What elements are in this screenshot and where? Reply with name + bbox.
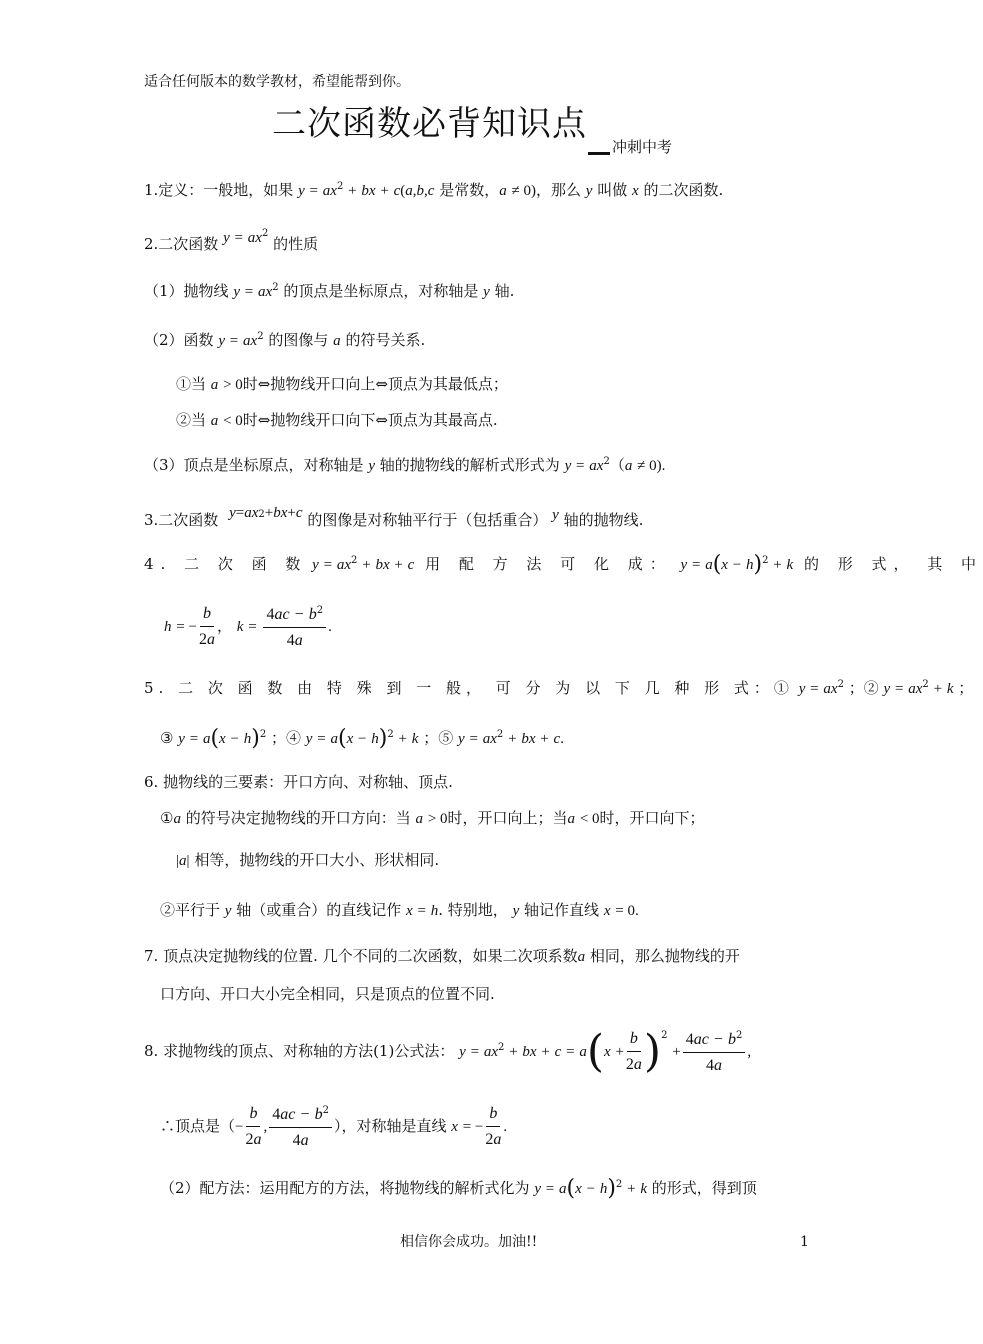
section-2-3: （3）顶点是坐标原点，对称轴是 y 轴的抛物线的解析式形式为 $y = ax^2(a \ne 0)$.: [144, 456, 666, 474]
section-1-definition: 1.定义：一般地，如果 $y = ax^2$ + bx + c(a,b,c 是常数，a ≠ 0)，那么 y 叫做 x 的二次函数.: [144, 181, 724, 199]
header-note: 适合任何版本的数学教材，希望能帮到你。: [144, 74, 410, 90]
subtitle: 冲刺中考: [612, 138, 673, 156]
section-2-heading: 2.二次函数 $y = ax^2$ 的性质: [144, 228, 319, 253]
section-7-line-1: 7. 顶点决定抛物线的位置. 几个不同的二次函数，如果二次项系数a 相同，那么抛物线的开: [144, 947, 740, 965]
page-number: 1: [800, 1234, 809, 1250]
section-6-1: ①a 的符号决定抛物线的开口方向：当 a > 0时，开口向上；当a < 0时，开口向下；: [160, 809, 705, 827]
title-underline: [588, 152, 610, 155]
page-title: 二次函数必背知识点: [272, 104, 587, 144]
section-8: 8. 求抛物线的顶点、对称轴的方法(1)公式法： $y = ax^2$ + bx + c = a(x + $\frac{b}{2a}$ )$^2$ + $\frac{4ac - b^2}{4a}$ ,: [144, 1026, 752, 1077]
section-4-formulas: h = − $\frac{b}{2a}$ ， k = $\frac{4ac - b^2}{4a}$ .: [164, 604, 332, 649]
section-6-2: ②平行于 y 轴（或重合）的直线记作 x = h. 特别地， y 轴记作直线 x = 0.: [160, 901, 639, 919]
section-2-2: （2）函数 $y = ax^2$ 的图像与 a 的符号关系.: [144, 331, 426, 349]
section-7-line-2: 口方向、开口大小完全相同，只是顶点的位置不同.: [160, 985, 495, 1003]
section-8-2: （2）配方法：运用配方的方法，将抛物线的解析式化为 $y = a(x - h)^2 + k$ 的形式，得到顶: [160, 1176, 757, 1201]
footer-slogan: 相信你会成功。加油!!: [400, 1234, 538, 1250]
section-6: 6. 抛物线的三要素：开口方向、对称轴、顶点.: [144, 773, 453, 791]
section-8-vertex: ∴顶点是（− $\frac{b}{2a}$ , $\frac{4ac - b^2}{4a}$ ），对称轴是直线 x = − $\frac{b}{2a}$ .: [160, 1104, 508, 1149]
section-3: 3.二次函数 y=ax2+bx+c 的图像是对称轴平行于（包括重合） y 轴的抛物线.: [144, 505, 644, 529]
section-2-1: （1）抛物线 $y = ax^2$ 的顶点是坐标原点，对称轴是 y 轴.: [144, 282, 515, 300]
section-2-2-a: ①当 a > 0时⇔抛物线开口向上⇔顶点为其最低点；: [176, 375, 508, 393]
section-5: 5. 二 次 函 数 由 特 殊 到 一 般， 可 分 为 以 下 几 种 形 式：① $y = ax^2$ ；② $y = ax^2 + k$ ；: [144, 679, 974, 697]
section-4: 4. 二 次 函 数 $y = ax^2$ + bx + c 用 配 方 法 可 化 成： $y = a(x - h)^2 + k$ 的 形 式， 其 中: [144, 552, 983, 577]
section-2-2-b: ②当 a < 0时⇔抛物线开口向下⇔顶点为其最高点.: [176, 411, 498, 429]
section-6-1-b: |a| 相等，抛物线的开口大小、形状相同.: [176, 851, 440, 869]
section-5-forms: ③ $y = a(x - h)^2$ ；④ $y = a(x - h)^2 + k$ ；⑤ $y = ax^2$ + bx + c.: [160, 726, 564, 751]
